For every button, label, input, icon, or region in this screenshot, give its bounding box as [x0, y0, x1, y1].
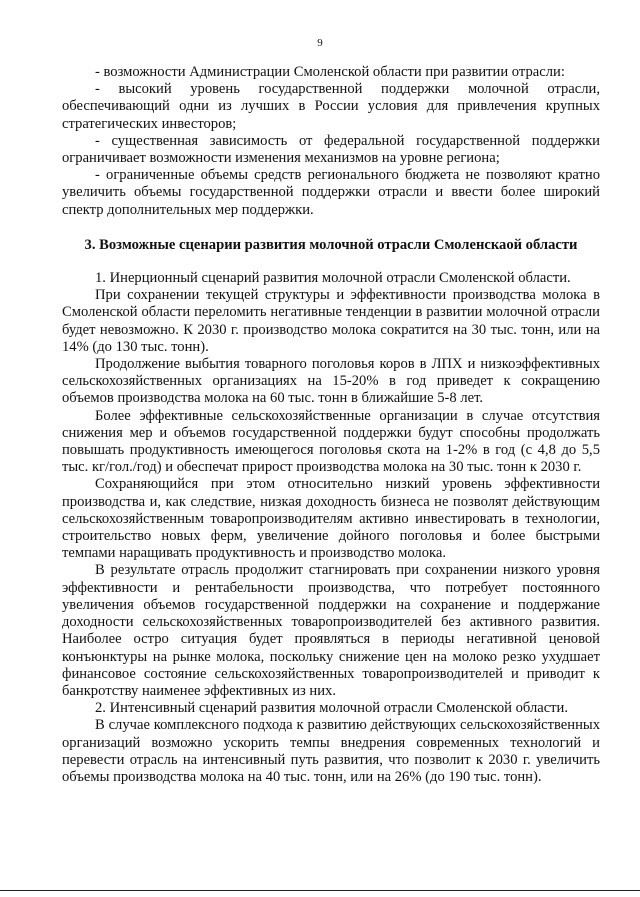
paragraph: - существенная зависимость от федеральной государственной поддержки ограничивает возможности изменения механизмов на уровне региона;: [62, 132, 600, 167]
paragraph: Сохраняющийся при этом относительно низкий уровень эффективности производства и, как следствие, низкая доходность бизнеса не позволят действующим сельскохозяйственным товаропроизводителям активно инвестировать в технологии, строительство новых ферм, увеличение дойного поголовья и более быстрыми темпами наращивать продуктивность и производство молока.: [62, 476, 600, 562]
paragraph: При сохранении текущей структуры и эффективности производства молока в Смоленской области переломить негативные тенденции в развитии молочной отрасли будет невозможно. К 2030 г. производство молока сократится на 30 тыс. тонн, или на 14% (до 130 тыс. тонн).: [62, 287, 600, 355]
paragraph: 1. Инерционный сценарий развития молочной отрасли Смоленской области.: [95, 270, 571, 287]
paragraph: Более эффективные сельскохозяйственные организации в случае отсутствия снижения мер и объемов государственной поддержки будут способны продолжать повышать продуктивность имеющегося поголовья скота на 1-2% в год (с 4,8 до 5,5 тыс. кг/гол./год) и обеспечат прирост производства молока на 30 тыс. тонн к 2030 г.: [62, 407, 600, 476]
paragraph: Продолжение выбытия товарного поголовья коров в ЛПХ и низкоэффективных сельскохозяйственных организациях на 15-20% в год приведет к сокращению объемов производства молока на 60 тыс. тонн в ближайшие 5-8 лет.: [62, 356, 600, 407]
page-number: 9: [317, 37, 323, 49]
paragraph: 2. Интенсивный сценарий развития молочной отрасли Смоленской области.: [95, 700, 569, 717]
paragraph: - ограниченные объемы средств регионального бюджета не позволяют кратно увеличить объемы государственной поддержки отрасли и ввести более широкий спектр дополнительных мер поддержки.: [62, 167, 600, 218]
page-bottom-rule: [0, 890, 640, 891]
paragraph: - возможности Администрации Смоленской области при развитии отрасли:: [95, 64, 565, 80]
section-heading: 3. Возможные сценарии развития молочной отрасли Смоленскаой области: [84, 236, 578, 253]
paragraph: - высокий уровень государственной поддержки молочной отрасли, обеспечивающий одни из лучших в России условия для привлечения крупных стратегических инвесторов;: [62, 81, 600, 132]
document-body: [62, 64, 600, 786]
paragraph: В результате отрасль продолжит стагнировать при сохранении низкого уровня эффективности и рентабельности производства, что потребует постоянного увеличения объемов государственной поддержки на сохранение и поддержание доходности сельскохозяйственных товаропроизводителей без активного развития. Наиболее остро ситуация будет проявляться в периоды негативной ценовой конъюнктуры на рынке молока, поскольку снижение цен на молоко резко ухудшает финансовое состояние сельскохозяйственных товаропроизводителей и приводит к банкротству наименее эффективных из них.: [62, 562, 600, 699]
paragraph: В случае комплексного подхода к развитию действующих сельскохозяйственных организаций возможно ускорить темпы внедрения современных технологий и перевести отрасль на интенсивный путь развития, что позволит к 2030 г. увеличить объемы производства молока на 40 тыс. тонн, или на 26% (до 190 тыс. тонн).: [62, 717, 600, 785]
